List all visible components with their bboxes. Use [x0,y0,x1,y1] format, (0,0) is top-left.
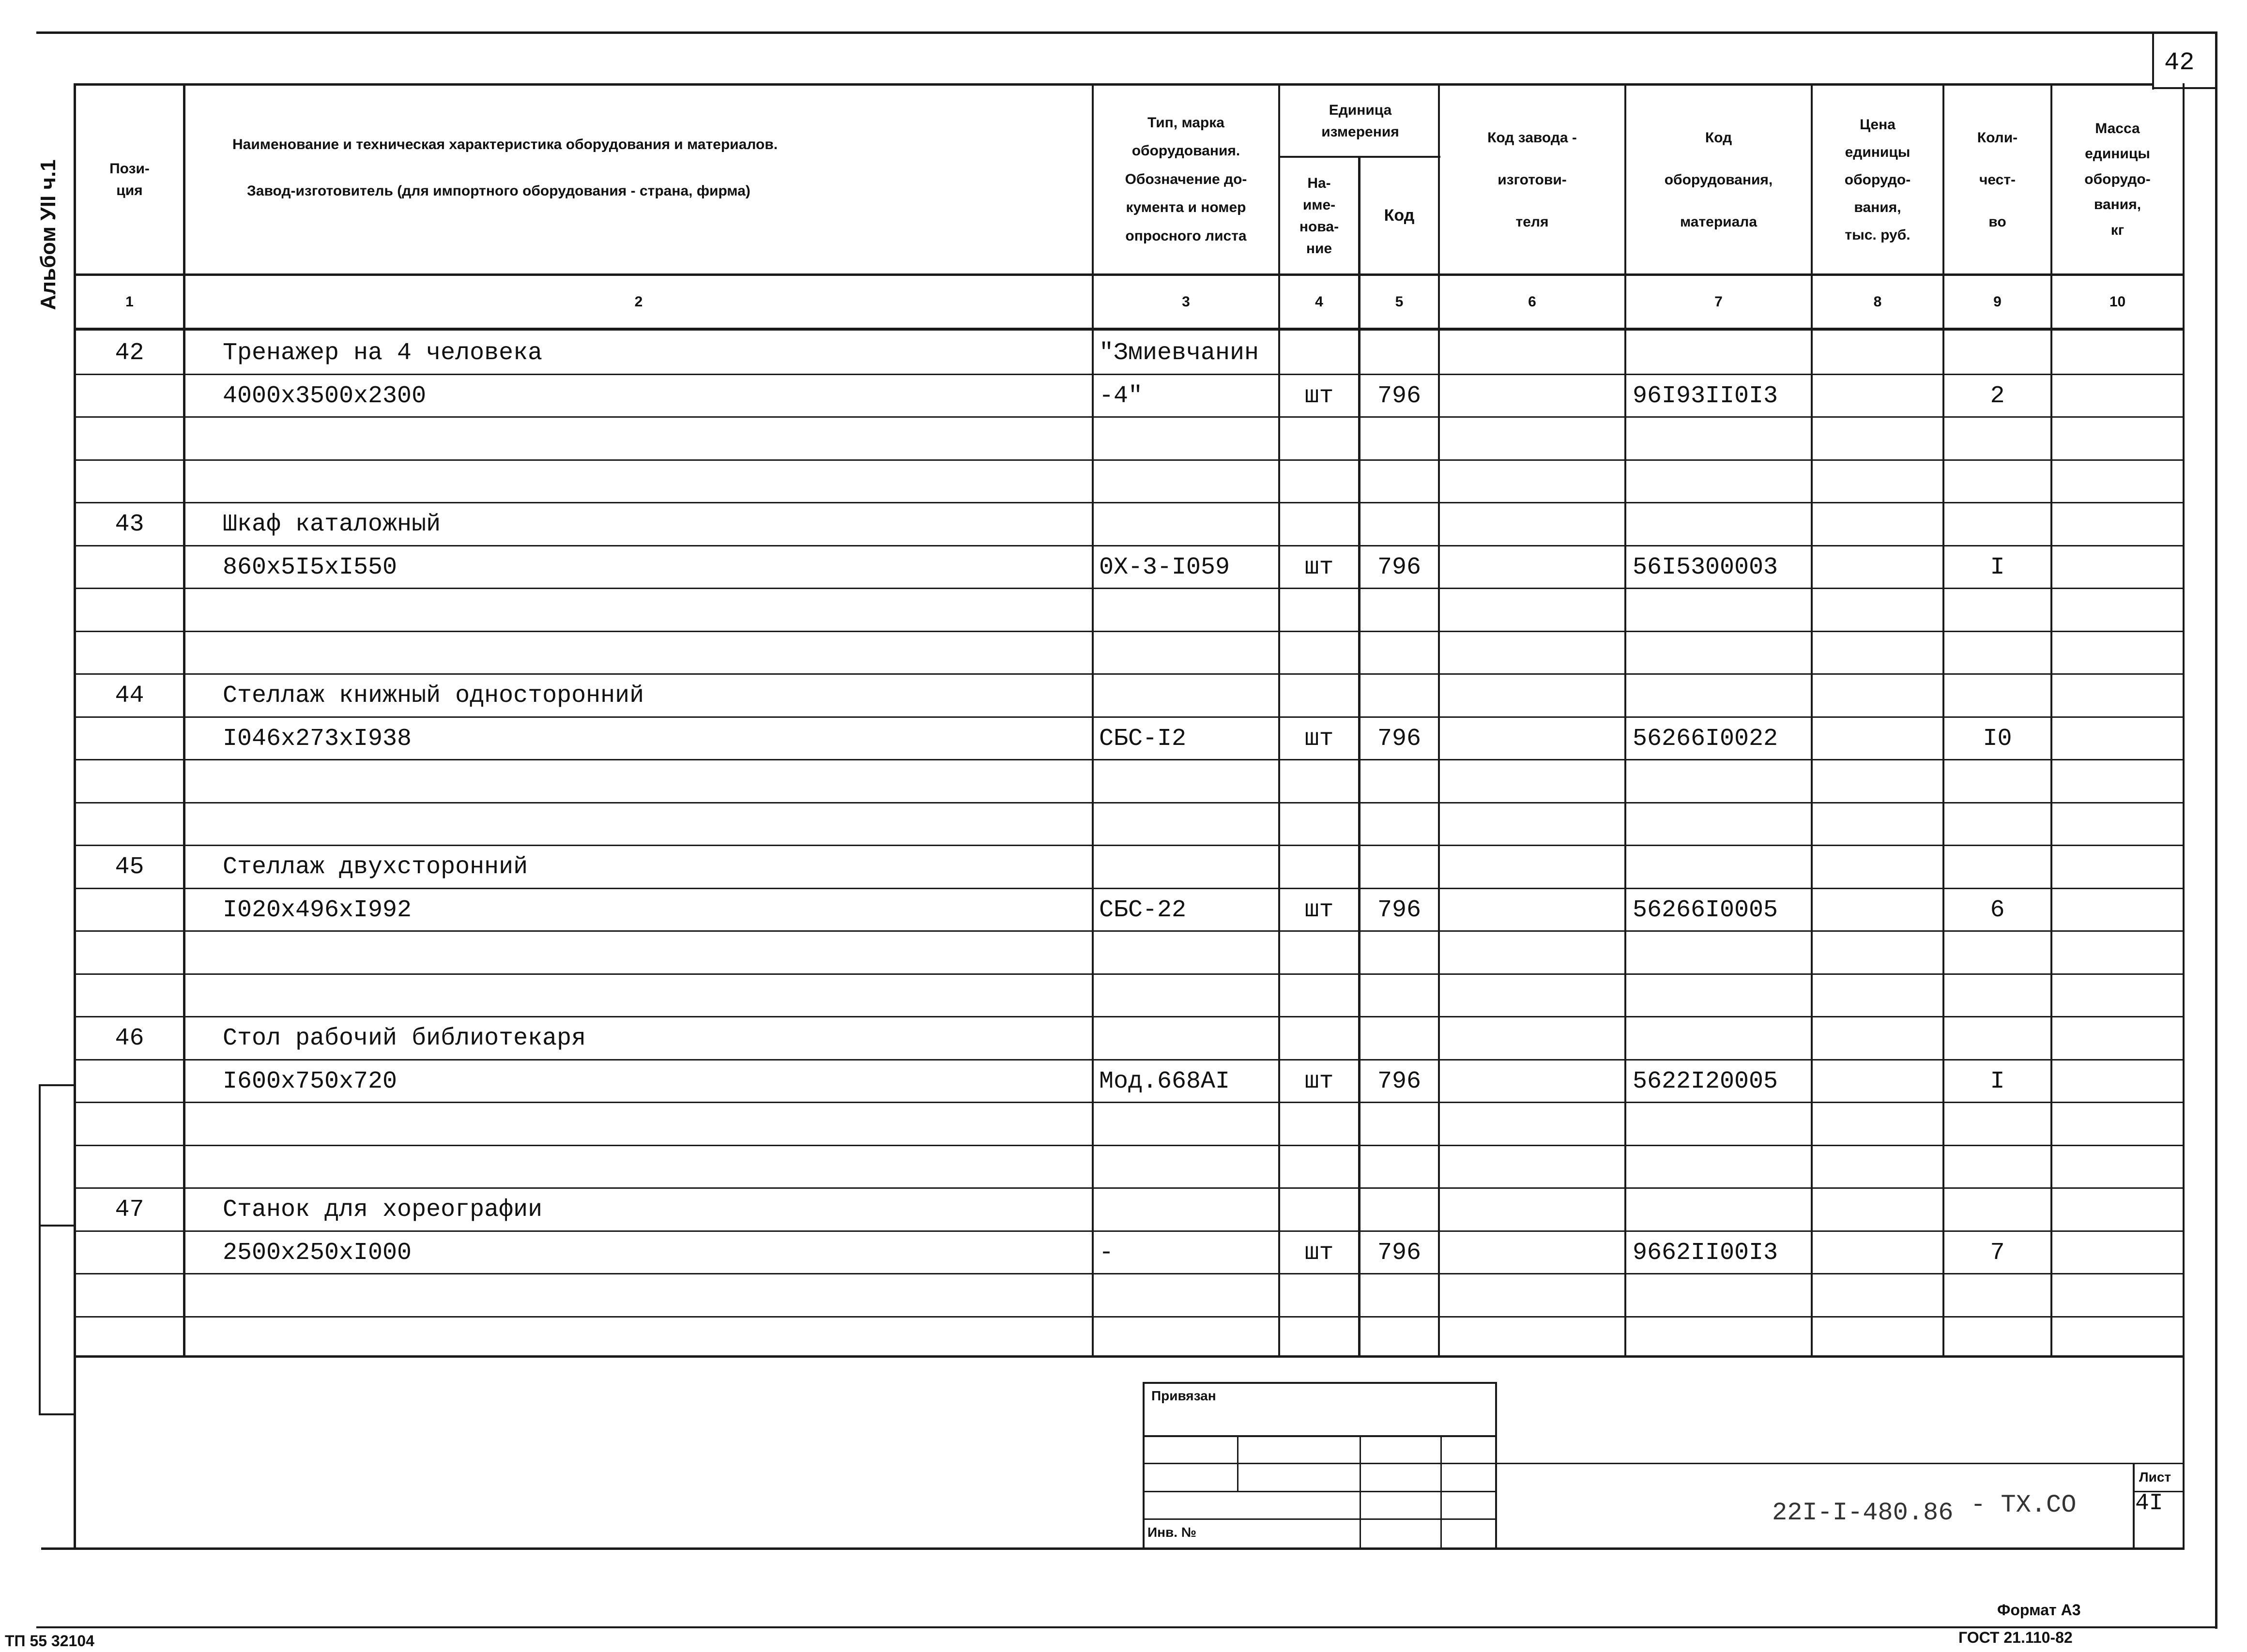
colnum-8: 8 [1873,294,1882,310]
item-unit-code: 796 [1377,1068,1421,1095]
item-unit: шт [1304,1068,1334,1095]
stamp-row-4 [1143,1518,1496,1520]
header-position: Пози- ция [109,161,150,198]
item-quantity: I [1990,554,2005,581]
item-quantity: I0 [1983,725,2012,753]
binding-mark-2 [39,1225,75,1227]
footer-format: Формат А3 [1997,1601,2081,1619]
item-type-line1: "Змиевчанин [1099,339,1259,367]
row-line [74,1145,2185,1146]
stamp-row-2 [1143,1463,1496,1464]
item-position: 43 [115,511,144,538]
row-line [74,545,2185,546]
sheet-number: 4I [2135,1490,2163,1516]
item-dimensions: 2500x250xI000 [223,1239,412,1267]
item-dimensions: I046x273xI938 [223,725,412,753]
item-unit: шт [1304,382,1334,410]
col-line-6 [1624,83,1626,1358]
stamp-box-left [1143,1382,1145,1549]
item-position: 44 [115,682,144,710]
doc-suffix: - TX.CO [1971,1491,2077,1519]
colnum-2: 2 [634,294,643,310]
col-line-3 [1278,83,1280,1358]
item-quantity: 6 [1990,896,2005,924]
header-unit-name: На- име- нова- ние [1299,175,1339,257]
item-name: Стеллаж книжный односторонний [223,682,644,710]
table-bottom [74,1355,2185,1358]
item-type-line2: СБС-22 [1099,896,1187,924]
item-type-line2: -4" [1099,382,1143,410]
sheet-label: Лист [2139,1470,2171,1485]
row-line [74,802,2185,803]
item-type-line2: 0X-3-I059 [1099,554,1230,581]
binding-mark-1 [39,1084,75,1086]
item-unit: шт [1304,1239,1334,1267]
colnum-7: 7 [1714,294,1723,310]
item-position: 42 [115,339,144,367]
row-line [74,1316,2185,1318]
doc-code: 22I-I-480.86 [1772,1499,1954,1527]
row-line [74,1273,2185,1274]
col-line-7 [1811,83,1813,1358]
row-line [74,588,2185,589]
stamp-col-1 [1237,1435,1238,1491]
row-line [74,716,2185,718]
header-quantity: Коли- чест- во [1977,129,2018,230]
item-type-line2: - [1099,1239,1114,1267]
row-line [74,1059,2185,1061]
header-mass: Масса единицы оборудо- вания, кг [2084,120,2151,238]
col-line-10 [2183,83,2185,1547]
stamp-box-top [1143,1382,1496,1384]
header-factory-code: Код завода - изготови- теля [1487,129,1577,230]
row-line [74,374,2185,375]
item-position: 45 [115,853,144,881]
stamp-privyazan: Привязан [1151,1388,1216,1403]
item-equipment-code: 56I5300003 [1633,554,1778,581]
page-number: 42 [2164,48,2195,77]
row-line [74,631,2185,632]
stamp-inv-no: Инв. № [1147,1525,1197,1540]
item-equipment-code: 96I93II0I3 [1633,382,1778,410]
item-unit-code: 796 [1377,554,1421,581]
row-line [74,1016,2185,1017]
row-line [74,673,2185,675]
item-name: Шкаф каталожный [223,511,441,538]
colnum-bottom [74,328,2185,331]
colnum-9: 9 [1993,294,2002,310]
stamp-box-right [1495,1382,1497,1549]
header-name-line1: Наименование и техническая характеристика оборудования и материалов. [232,136,778,152]
colnum-1: 1 [125,294,134,310]
colnum-4: 4 [1315,294,1323,310]
frame-footer-line [36,1626,2217,1628]
item-type-line2: Мод.668AI [1099,1068,1230,1095]
stamp-row-3 [1143,1491,1496,1492]
item-unit: шт [1304,896,1334,924]
footer-code-left: ТП 55 32104 [5,1632,94,1650]
frame-right [2215,31,2217,1629]
item-quantity: 2 [1990,382,2005,410]
item-name: Стеллаж двухсторонний [223,853,528,881]
col-line-2 [1092,83,1094,1358]
item-equipment-code: 5622I20005 [1633,1068,1778,1095]
page-number-box-left [2152,31,2154,90]
footer-gost: ГОСТ 21.110-82 [1958,1629,2073,1646]
binding-mark-3 [39,1413,75,1415]
row-line [74,973,2185,975]
sheet-box-left [2133,1464,2135,1549]
item-quantity: 7 [1990,1239,2005,1267]
item-equipment-code: 56266I0005 [1633,896,1778,924]
stamp-col-3 [1440,1435,1442,1549]
col-line-5 [1438,83,1440,1358]
item-equipment-code: 9662II00I3 [1633,1239,1778,1267]
row-line [74,759,2185,760]
item-name: Стол рабочий библиотекаря [223,1025,586,1052]
item-type-line2: СБС-I2 [1099,725,1187,753]
col-line-4 [1358,156,1360,1358]
colnum-10: 10 [2109,294,2126,310]
colnum-5: 5 [1395,294,1404,310]
row-line [74,502,2185,503]
row-line [74,459,2185,461]
item-equipment-code: 56266I0022 [1633,725,1778,753]
header-unit-code: Код [1384,206,1415,225]
row-line [74,1187,2185,1189]
stamp-row-1 [1143,1435,1496,1437]
item-unit: шт [1304,554,1334,581]
bottom-border [41,1547,2185,1550]
row-line [74,1102,2185,1103]
row-line [74,845,2185,846]
row-line [74,930,2185,932]
colnum-6: 6 [1528,294,1536,310]
item-unit: шт [1304,725,1334,753]
item-name: Тренажер на 4 человека [223,339,543,367]
binding-mark-vert [39,1084,41,1415]
item-name: Станок для хореографии [223,1196,543,1224]
row-line [74,416,2185,418]
item-unit-code: 796 [1377,1239,1421,1267]
col-line-1 [183,83,185,1358]
item-dimensions: 4000x3500x2300 [223,382,427,410]
title-row-line [1496,1463,2185,1464]
item-dimensions: I600x750x720 [223,1068,397,1095]
col-line-8 [1942,83,1944,1358]
item-quantity: I [1990,1068,2005,1095]
header-unit-group: Единица измерения [1321,102,1399,140]
item-position: 47 [115,1196,144,1224]
item-dimensions: 860x5I5xI550 [223,554,397,581]
item-position: 46 [115,1025,144,1052]
stamp-col-2 [1360,1435,1361,1549]
colnum-3: 3 [1182,294,1190,310]
row-line [74,1230,2185,1232]
col-line-9 [2050,83,2052,1358]
item-unit-code: 796 [1377,725,1421,753]
header-type: Тип, марка оборудования. Обозначение до- кумента и номер опросного листа [1125,114,1247,244]
frame-top [36,31,2217,34]
side-label: Альбом УII ч.1 [36,159,60,310]
row-line [74,888,2185,889]
header-name-line2: Завод-изготовитель (для импортного оборудования - страна, фирма) [247,183,750,199]
item-unit-code: 796 [1377,382,1421,410]
header-equipment-code: Код оборудования, материала [1664,129,1773,230]
header-price: Цена единицы оборудо- вания, тыс. руб. [1844,116,1911,243]
item-dimensions: I020x496xI992 [223,896,412,924]
item-unit-code: 796 [1377,896,1421,924]
